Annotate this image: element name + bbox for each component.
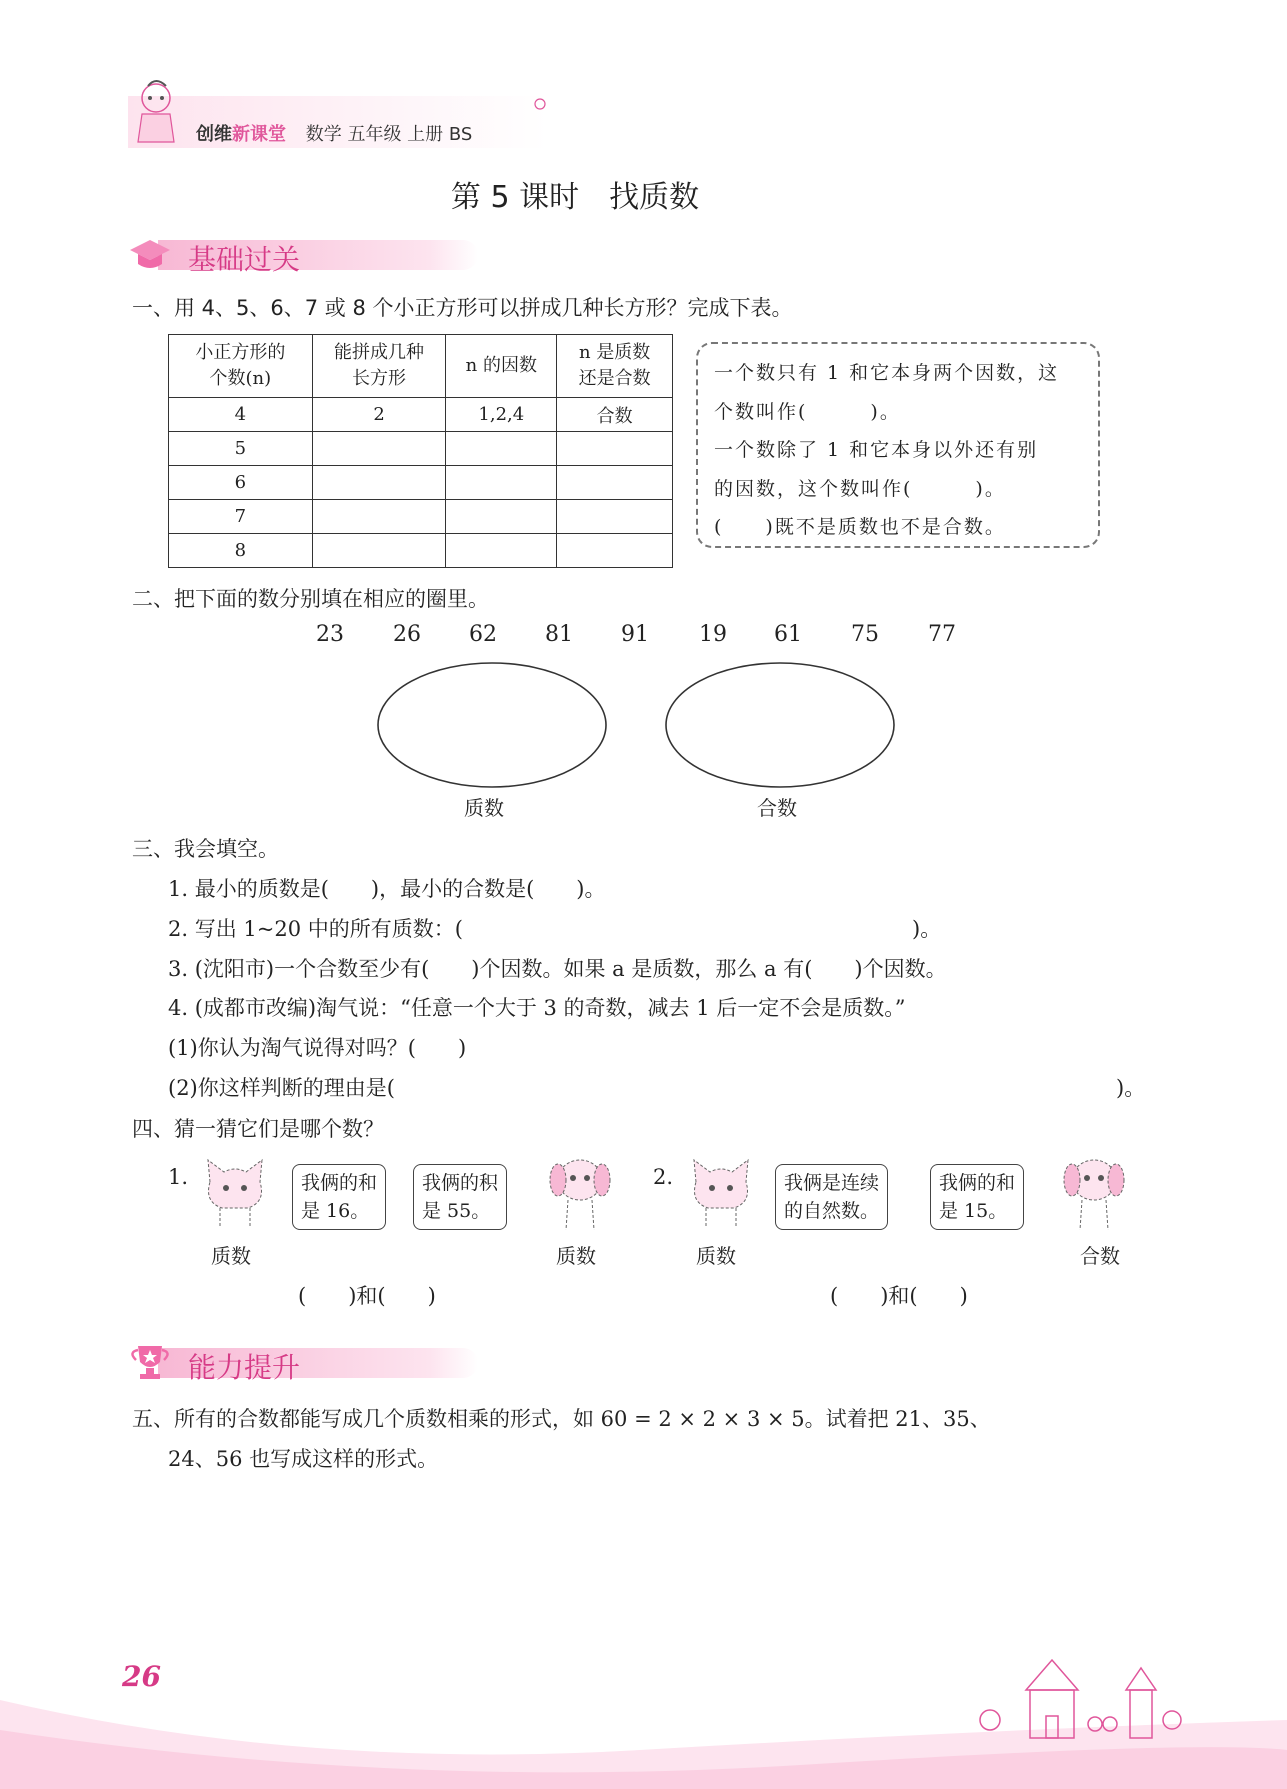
table-row bbox=[169, 500, 673, 534]
note-line: 的因数，这个数叫作( )。 bbox=[714, 477, 1006, 500]
table-header-row bbox=[169, 335, 673, 398]
subject-line: 数学 五年级 上册 BS bbox=[305, 124, 473, 145]
answer-cell[interactable] bbox=[312, 534, 446, 568]
graduation-cap-icon bbox=[128, 234, 172, 274]
answer-cell[interactable] bbox=[557, 432, 673, 466]
number-item: 26 bbox=[393, 622, 421, 647]
q3-item-1: 1. 最小的质数是( )，最小的合数是( )。 bbox=[168, 877, 606, 901]
answer-cell[interactable] bbox=[446, 432, 557, 466]
note-line: 一个数只有 1 和它本身两个因数，这 bbox=[714, 362, 1060, 384]
number-item: 62 bbox=[469, 622, 497, 647]
table-header-cell: n 是质数 还是合数 bbox=[557, 335, 673, 398]
definition-note bbox=[696, 342, 1100, 548]
speech-bubble: 我俩是连续 的自然数。 bbox=[775, 1164, 888, 1230]
table-header-cell: n 的因数 bbox=[446, 335, 557, 398]
puzzle-2-number: 2. bbox=[653, 1165, 674, 1189]
number-item: 81 bbox=[545, 622, 573, 647]
number-item: 23 bbox=[316, 622, 344, 647]
answer-cell[interactable] bbox=[557, 534, 673, 568]
trophy-icon bbox=[128, 1342, 172, 1382]
q4-prompt: 四、猜一猜它们是哪个数？ bbox=[132, 1117, 384, 1141]
note-line: 一个数除了 1 和它本身以外还有别 bbox=[714, 439, 1039, 461]
table-cell: 5 bbox=[169, 432, 313, 466]
q3-prompt: 三、我会填空。 bbox=[132, 837, 279, 861]
table-cell: 4 bbox=[169, 398, 313, 432]
q5-line-1: 五、所有的合数都能写成几个质数相乘的形式，如 60 = 2 × 2 × 3 × 5。试着把 21、35、 bbox=[132, 1407, 991, 1431]
q3-item-3: 3. (沈阳市)一个合数至少有( )个因数。如果 a 是质数，那么 a 有( )个因数。 bbox=[168, 957, 947, 981]
number-item: 91 bbox=[621, 622, 649, 647]
q3-item-4-1: (1)你认为淘气说得对吗？( ) bbox=[168, 1036, 467, 1060]
q3-item-2: 2. 写出 1~20 中的所有质数：( bbox=[168, 917, 463, 941]
page-number: 26 bbox=[122, 1660, 161, 1693]
castle-icon bbox=[960, 1650, 1190, 1750]
number-item: 61 bbox=[774, 622, 802, 647]
dog-icon bbox=[540, 1150, 618, 1234]
table-row bbox=[169, 534, 673, 568]
section-label: 基础过关 bbox=[188, 243, 301, 276]
table-cell: 合数 bbox=[557, 398, 673, 432]
puzzle-2-answer[interactable]: ( )和( ) bbox=[830, 1284, 968, 1308]
speech-bubble: 我俩的和 是 15。 bbox=[930, 1164, 1024, 1230]
section-banner-advanced bbox=[128, 1342, 488, 1382]
flower-icon bbox=[530, 94, 550, 114]
q5-line-2: 24、56 也写成这样的形式。 bbox=[168, 1447, 439, 1471]
girl-mascot-icon bbox=[126, 78, 188, 152]
q3-item-4-2-close: )。 bbox=[1116, 1076, 1146, 1100]
note-line: ( )既不是质数也不是合数。 bbox=[714, 516, 1006, 538]
table-header-cell: 能拼成几种 长方形 bbox=[312, 335, 446, 398]
cat-icon bbox=[196, 1152, 274, 1232]
q5-answer-area[interactable] bbox=[168, 1480, 1148, 1640]
q3-item-4: 4. (成都市改编)淘气说：“任意一个大于 3 的奇数，减去 1 后一定不会是质数。” bbox=[168, 996, 906, 1020]
table-row bbox=[169, 432, 673, 466]
number-item: 19 bbox=[699, 622, 727, 647]
cat-label: 质数 bbox=[211, 1244, 251, 1268]
speech-bubble: 我俩的积 是 55。 bbox=[413, 1164, 507, 1230]
brand-name: 创维新课堂 bbox=[196, 124, 286, 145]
q1-prompt: 一、用 4、5、6、7 或 8 个小正方形可以拼成几种长方形？完成下表。 bbox=[132, 296, 793, 320]
table-cell: 1,2,4 bbox=[446, 398, 557, 432]
q3-item-4-2: (2)你这样判断的理由是( bbox=[168, 1076, 395, 1100]
note-line: 个数叫作( )。 bbox=[714, 400, 901, 423]
header-text bbox=[196, 120, 472, 146]
cat-label: 质数 bbox=[696, 1244, 736, 1268]
answer-cell[interactable] bbox=[557, 500, 673, 534]
factor-table bbox=[168, 334, 673, 568]
answer-cell[interactable] bbox=[446, 534, 557, 568]
speech-bubble: 我俩的和 是 16。 bbox=[292, 1164, 386, 1230]
section-banner-basic bbox=[128, 234, 488, 274]
table-row bbox=[169, 466, 673, 500]
prime-circle[interactable] bbox=[374, 660, 610, 790]
answer-cell[interactable] bbox=[312, 466, 446, 500]
number-list bbox=[0, 622, 1287, 652]
number-item: 77 bbox=[928, 622, 956, 647]
cat-icon bbox=[682, 1152, 760, 1232]
table-row bbox=[169, 398, 673, 432]
table-cell: 7 bbox=[169, 500, 313, 534]
answer-cell[interactable] bbox=[446, 500, 557, 534]
section-label: 能力提升 bbox=[188, 1351, 301, 1384]
composite-circle-label: 合数 bbox=[757, 796, 797, 820]
table-cell: 2 bbox=[312, 398, 446, 432]
dog-label: 合数 bbox=[1080, 1244, 1120, 1268]
puzzle-1-number: 1. bbox=[168, 1165, 189, 1189]
composite-circle[interactable] bbox=[662, 660, 898, 790]
answer-cell[interactable] bbox=[312, 432, 446, 466]
answer-cell[interactable] bbox=[446, 466, 557, 500]
puzzle-1-answer[interactable]: ( )和( ) bbox=[298, 1284, 436, 1308]
number-item: 75 bbox=[851, 622, 879, 647]
lesson-title: 第 5 课时 找质数 bbox=[450, 180, 700, 215]
q3-item-2-close: )。 bbox=[912, 917, 942, 941]
table-cell: 6 bbox=[169, 466, 313, 500]
dog-icon bbox=[1054, 1150, 1132, 1234]
table-cell: 8 bbox=[169, 534, 313, 568]
prime-circle-label: 质数 bbox=[464, 796, 504, 820]
answer-cell[interactable] bbox=[312, 500, 446, 534]
q2-prompt: 二、把下面的数分别填在相应的圈里。 bbox=[132, 587, 489, 611]
table-header-cell: 小正方形的 个数(n) bbox=[169, 335, 313, 398]
dog-label: 质数 bbox=[556, 1244, 596, 1268]
answer-cell[interactable] bbox=[557, 466, 673, 500]
